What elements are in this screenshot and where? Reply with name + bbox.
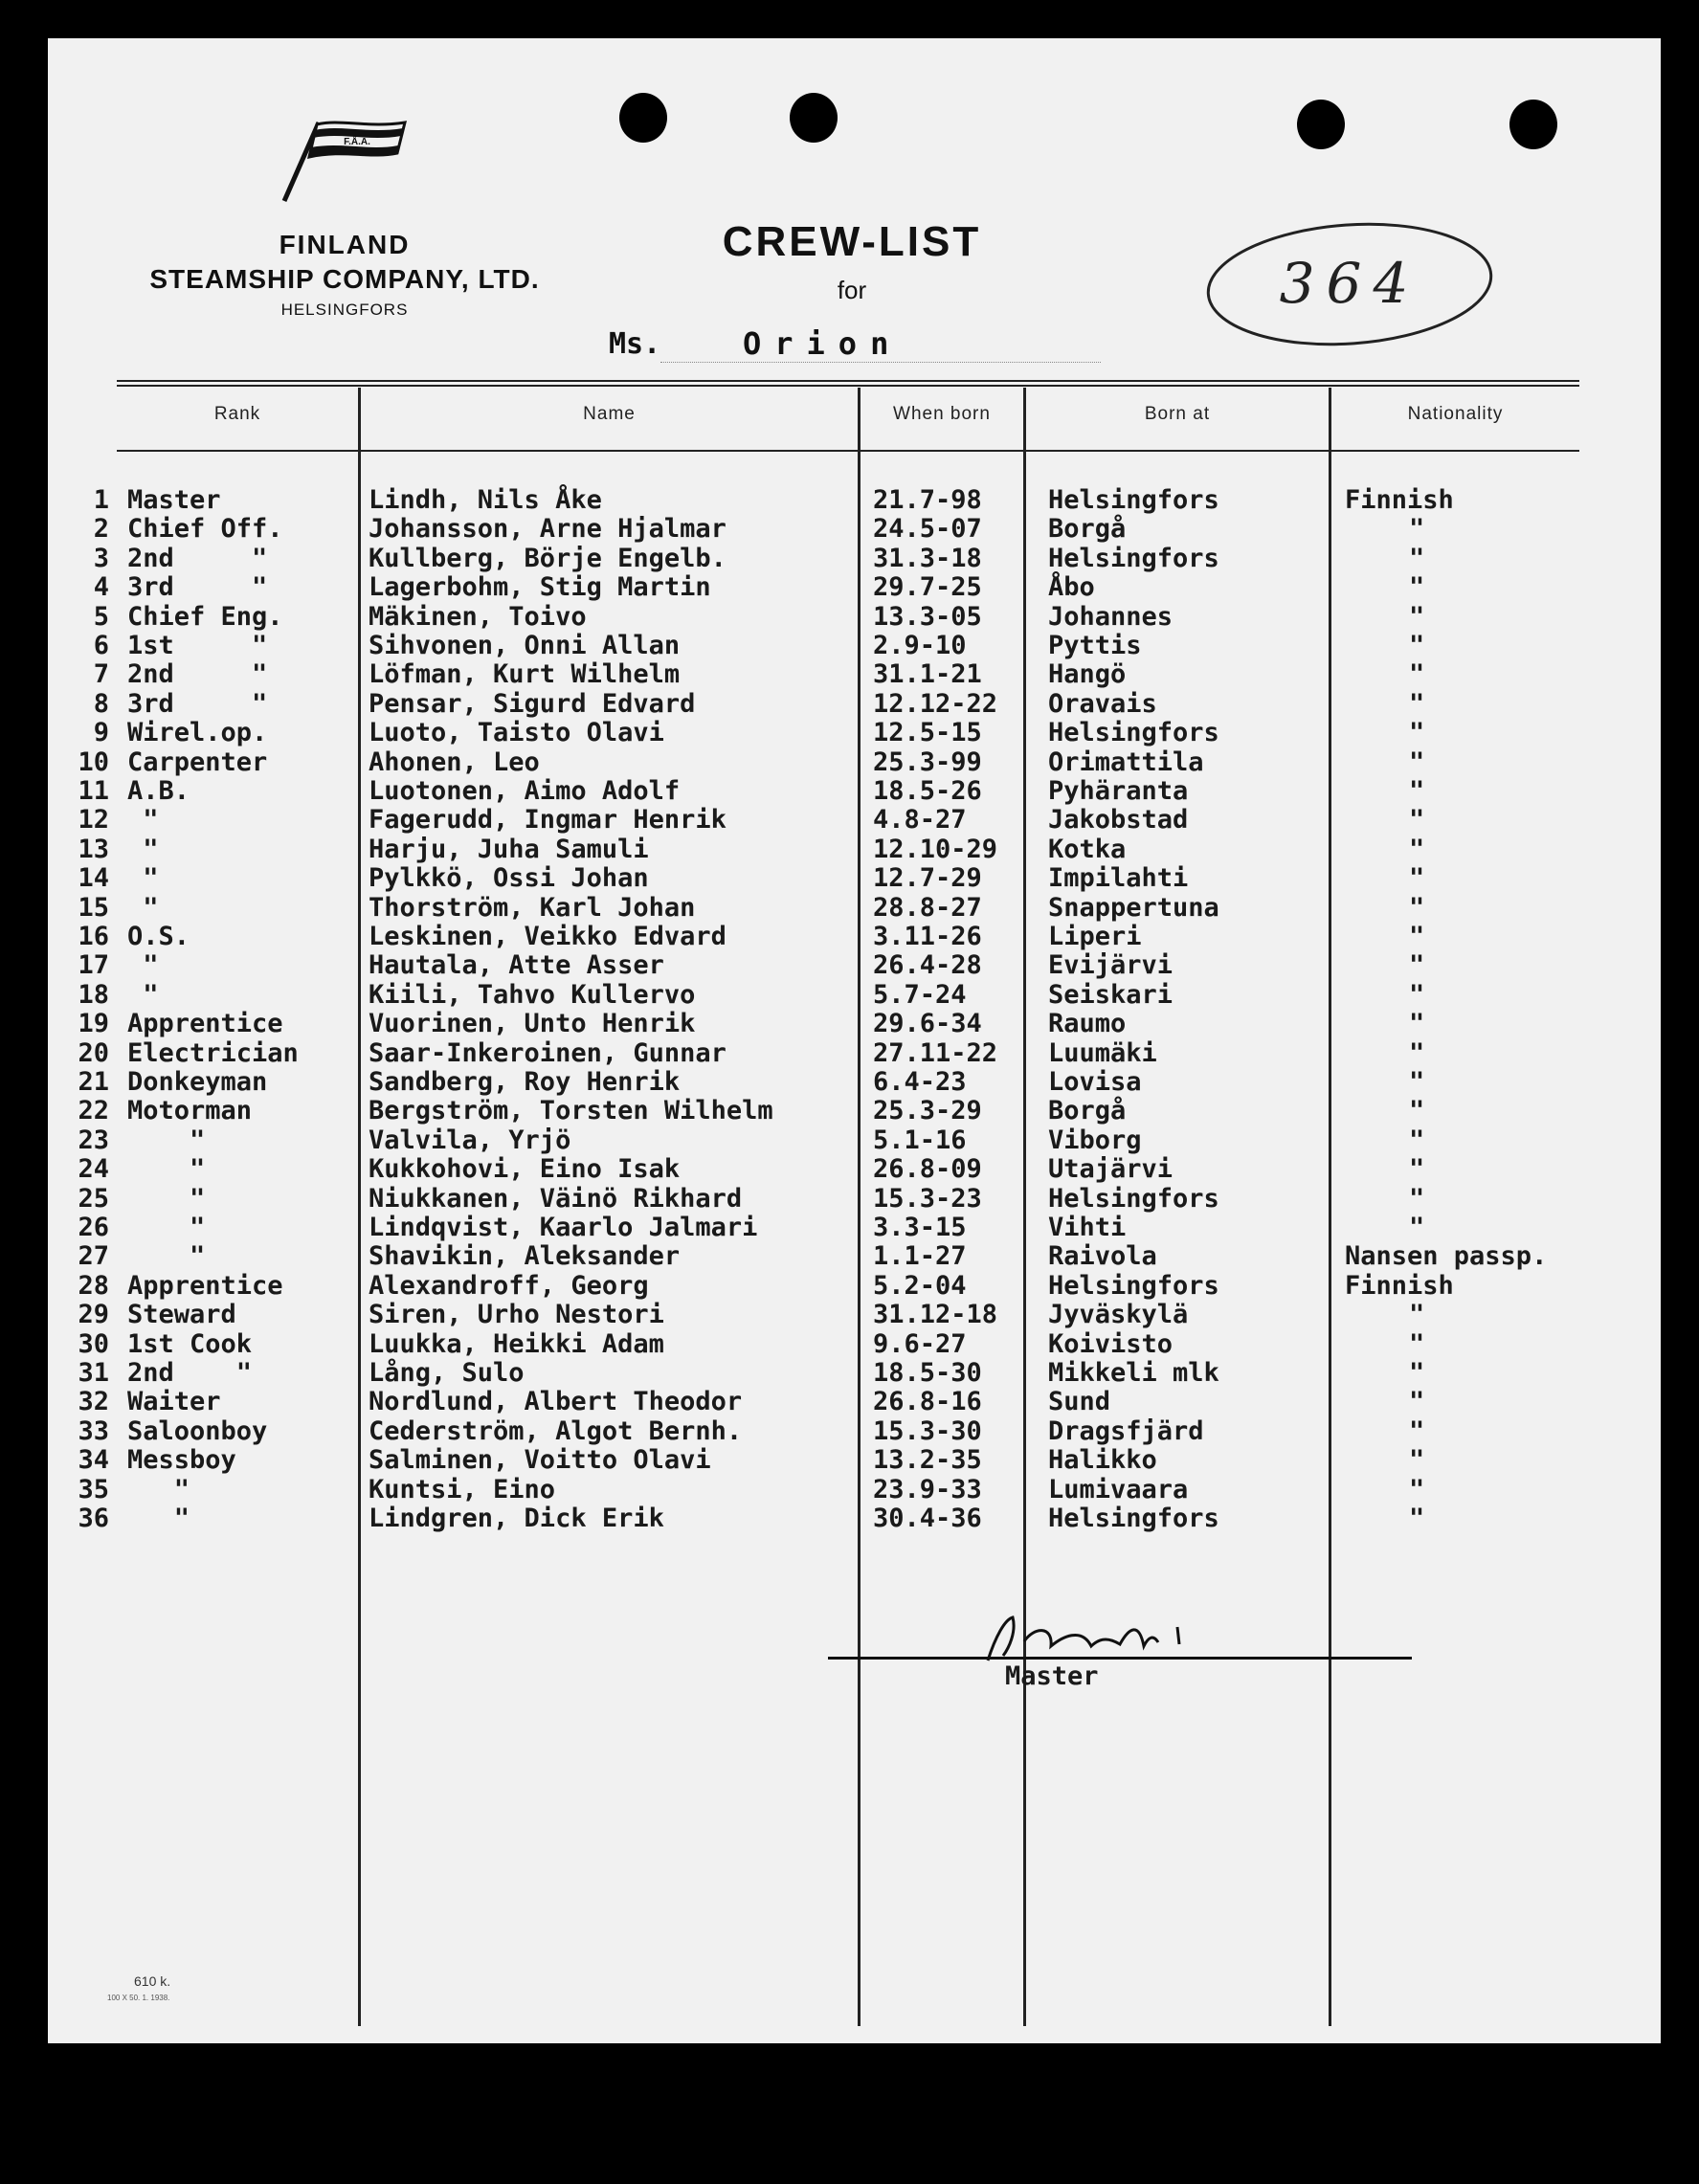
crew-rank: Apprentice [127,1270,283,1301]
crew-nationality: " [1409,1009,1425,1039]
crew-birth-date: 12.12-22 [873,688,998,719]
crew-number: 32 [78,1387,109,1417]
crew-number: 31 [78,1358,109,1388]
header-rule-top-2 [117,385,1579,387]
crew-number: 18 [78,979,109,1010]
crew-nationality: " [1409,922,1425,951]
crew-rank: Waiter [127,1387,221,1417]
vessel-dotted-line [660,362,1101,363]
crew-birthplace: Helsingfors [1048,485,1219,515]
crew-number: 12 [78,805,109,836]
crew-name: Cederström, Algot Bernh. [369,1415,743,1446]
crew-name: Nordlund, Albert Theodor [369,1387,743,1417]
crew-birth-date: 29.7-25 [873,572,982,603]
handwritten-number: 364 [1279,251,1420,316]
crew-rank: Carpenter [127,747,268,777]
crew-number: 2 [93,514,109,545]
crew-number: 25 [78,1183,109,1214]
crew-rank: Motorman [127,1096,253,1126]
crew-nationality: " [1409,659,1425,690]
crew-birthplace: Halikko [1048,1445,1157,1476]
crew-nationality: " [1409,747,1425,777]
crew-nationality: " [1409,601,1425,632]
crew-rank: " [127,1474,190,1504]
crew-birth-date: 3.11-26 [873,922,982,951]
crew-number: 16 [78,922,109,951]
crew-birthplace: Lovisa [1048,1067,1142,1097]
crew-rank: 2nd " [127,1358,253,1388]
crew-name: Lång, Sulo [369,1358,525,1388]
crew-birth-date: 5.2-04 [873,1270,967,1301]
crew-nationality: " [1409,950,1425,981]
column-divider [858,388,861,2026]
crew-rank: " [127,979,159,1010]
crew-rank: " [127,863,159,894]
column-divider [1023,388,1026,2026]
crew-number: 29 [78,1300,109,1330]
crew-rank: Donkeyman [127,1067,268,1097]
crew-nationality: " [1409,1300,1425,1330]
crew-rank: " [127,1241,206,1272]
crew-birthplace: Helsingfors [1048,1183,1219,1214]
crew-number: 30 [78,1328,109,1359]
crew-name: Sandberg, Roy Henrik [369,1067,681,1097]
crew-name: Luotonen, Aimo Adolf [369,776,681,806]
crew-number: 6 [93,631,109,660]
crew-rank: " [127,892,159,923]
crew-number: 34 [78,1445,109,1476]
crew-birth-date: 6.4-23 [873,1067,967,1097]
crew-rank: O.S. [127,922,190,951]
document-title: CREW-LIST [722,218,982,265]
crew-birthplace: Borgå [1048,1096,1127,1126]
crew-number: 4 [93,572,109,603]
crew-name: Lindh, Nils Åke [369,485,602,515]
crew-birthplace: Jakobstad [1048,805,1189,836]
crew-birth-date: 3.3-15 [873,1213,967,1242]
crew-rank: A.B. [127,776,190,806]
crew-birth-date: 5.1-16 [873,1125,967,1155]
crew-nationality: " [1409,543,1425,573]
crew-birthplace: Pyttis [1048,631,1142,660]
crew-number: 22 [78,1096,109,1126]
crew-nationality: " [1409,1096,1425,1126]
crew-nationality: " [1409,863,1425,894]
crew-birthplace: Borgå [1048,514,1127,545]
signature-role: Master [1005,1661,1099,1691]
crew-nationality: " [1409,572,1425,603]
crew-birth-date: 27.11-22 [873,1037,998,1068]
crew-birth-date: 25.3-99 [873,747,982,777]
crew-birth-date: 4.8-27 [873,805,967,836]
signature-line [828,1657,1412,1660]
crew-number: 5 [93,601,109,632]
crew-birthplace: Luumäki [1048,1037,1157,1068]
crew-birthplace: Oravais [1048,688,1157,719]
crew-rank: 2nd " [127,543,268,573]
crew-nationality: " [1409,1358,1425,1388]
crew-birth-date: 31.12-18 [873,1300,998,1330]
column-header-nationality: Nationality [1407,404,1504,424]
crew-rank: " [127,805,159,836]
company-name-block [57,230,632,320]
crew-name: Kiili, Tahvo Kullervo [369,979,696,1010]
crew-rank: " [127,1213,206,1242]
crew-rank: " [127,1504,190,1533]
crew-rank: Chief Off. [127,514,283,545]
crew-birthplace: Snappertuna [1048,892,1219,923]
crew-number: 11 [78,776,109,806]
crew-birth-date: 5.7-24 [873,979,967,1010]
crew-birth-date: 15.3-30 [873,1415,982,1446]
crew-birth-date: 9.6-27 [873,1328,967,1359]
crew-rank: 1st " [127,631,268,660]
crew-name: Vuorinen, Unto Henrik [369,1009,696,1039]
crew-name: Kukkohovi, Eino Isak [369,1154,681,1185]
crew-birth-date: 26.8-16 [873,1387,982,1417]
print-number: 100 X 50. 1. 1938. [107,1994,170,2002]
crew-nationality: " [1409,805,1425,836]
crew-name: Harju, Juha Samuli [369,834,649,864]
title-for: for [837,276,867,304]
crew-name: Kullberg, Börje Engelb. [369,543,727,573]
crew-nationality: " [1409,1125,1425,1155]
crew-rank: Messboy [127,1445,236,1476]
vessel-name: Orion [743,325,903,362]
crew-birthplace: Helsingfors [1048,543,1219,573]
punch-hole [790,93,838,143]
column-divider [358,388,361,2026]
crew-nationality: " [1409,1387,1425,1417]
crew-birth-date: 29.6-34 [873,1009,982,1039]
crew-birthplace: Viborg [1048,1125,1142,1155]
crew-birthplace: Dragsfjärd [1048,1415,1204,1446]
crew-number: 14 [78,863,109,894]
crew-nationality: " [1409,1328,1425,1359]
crew-birth-date: 18.5-30 [873,1358,982,1388]
crew-birth-date: 23.9-33 [873,1474,982,1504]
crew-number: 28 [78,1270,109,1301]
crew-rank: Wirel.op. [127,718,268,748]
crew-birthplace: Liperi [1048,922,1142,951]
crew-birthplace: Lumivaara [1048,1474,1189,1504]
crew-birthplace: Jyväskylä [1048,1300,1189,1330]
crew-rank: 2nd " [127,659,268,690]
crew-rank: " [127,950,159,981]
crew-nationality: Finnish [1345,1270,1454,1301]
crew-nationality: " [1409,1445,1425,1476]
crew-nationality: " [1409,776,1425,806]
crew-number: 35 [78,1474,109,1504]
crew-number: 3 [93,543,109,573]
crew-birth-date: 2.9-10 [873,631,967,660]
crew-birth-date: 26.8-09 [873,1154,982,1185]
crew-birthplace: Raumo [1048,1009,1127,1039]
crew-number: 23 [78,1125,109,1155]
crew-birthplace: Helsingfors [1048,718,1219,748]
crew-rank: Apprentice [127,1009,283,1039]
crew-rank: 3rd " [127,688,268,719]
crew-number: 15 [78,892,109,923]
crew-name: Saar-Inkeroinen, Gunnar [369,1037,727,1068]
crew-name: Johansson, Arne Hjalmar [369,514,727,545]
crew-number: 27 [78,1241,109,1272]
crew-nationality: " [1409,1183,1425,1214]
crew-nationality: Nansen passp. [1345,1241,1548,1272]
crew-nationality: " [1409,1037,1425,1068]
company-line-2: STEAMSHIP COMPANY, LTD. [149,264,540,294]
column-header-when-born: When born [893,404,991,424]
crew-name: Sihvonen, Onni Allan [369,631,681,660]
crew-birthplace: Vihti [1048,1213,1127,1242]
crew-name: Löfman, Kurt Wilhelm [369,659,681,690]
crew-number: 1 [93,485,109,515]
crew-birth-date: 21.7-98 [873,485,982,515]
column-header-name: Name [583,404,636,424]
flag-text: F.Å.A. [344,137,370,147]
crew-birthplace: Åbo [1048,572,1095,603]
crew-nationality: Finnish [1345,485,1454,515]
crew-nationality: " [1409,979,1425,1010]
crew-birth-date: 12.7-29 [873,863,982,894]
crew-birthplace: Mikkeli mlk [1048,1358,1219,1388]
crew-birthplace: Evijärvi [1048,950,1174,981]
crew-nationality: " [1409,1213,1425,1242]
crew-rank: " [127,834,159,864]
crew-number: 21 [78,1067,109,1097]
crew-number: 10 [78,747,109,777]
crew-birthplace: Kotka [1048,834,1127,864]
crew-name: Siren, Urho Nestori [369,1300,664,1330]
crew-name: Pylkkö, Ossi Johan [369,863,649,894]
crew-rank: " [127,1125,206,1155]
crew-rank: Electrician [127,1037,299,1068]
crew-nationality: " [1409,892,1425,923]
crew-name: Valvila, Yrjö [369,1125,571,1155]
column-header-rank: Rank [213,404,261,424]
crew-birthplace: Utajärvi [1048,1154,1174,1185]
form-number: 610 k. [134,1973,171,1989]
crew-name: Luukka, Heikki Adam [369,1328,664,1359]
crew-rank: Saloonboy [127,1415,268,1446]
crew-nationality: " [1409,718,1425,748]
crew-nationality: " [1409,1504,1425,1533]
crew-birthplace: Impilahti [1048,863,1189,894]
crew-birth-date: 30.4-36 [873,1504,982,1533]
crew-birth-date: 12.10-29 [873,834,998,864]
crew-nationality: " [1409,514,1425,545]
crew-name: Ahonen, Leo [369,747,540,777]
crew-number: 19 [78,1009,109,1039]
crew-birthplace: Raivola [1048,1241,1157,1272]
company-flag-logo [273,115,416,211]
crew-nationality: " [1409,834,1425,864]
crew-name: Leskinen, Veikko Edvard [369,922,727,951]
company-city: HELSINGFORS [280,301,409,319]
header-rule-top [117,380,1579,382]
crew-number: 33 [78,1415,109,1446]
crew-birthplace: Pyhäranta [1048,776,1189,806]
crew-birth-date: 31.1-21 [873,659,982,690]
crew-number: 26 [78,1213,109,1242]
crew-birth-date: 24.5-07 [873,514,982,545]
crew-birthplace: Sund [1048,1387,1111,1417]
crew-birthplace: Johannes [1048,601,1174,632]
crew-name: Thorström, Karl Johan [369,892,696,923]
punch-hole [619,93,667,143]
crew-name: Fagerudd, Ingmar Henrik [369,805,727,836]
crew-number: 36 [78,1504,109,1533]
crew-rank: 3rd " [127,572,268,603]
crew-name: Bergström, Torsten Wilhelm [369,1096,773,1126]
crew-nationality: " [1409,1154,1425,1185]
crew-name: Alexandroff, Georg [369,1270,649,1301]
crew-number: 7 [93,659,109,690]
crew-number: 8 [93,688,109,719]
crew-birth-date: 15.3-23 [873,1183,982,1214]
crew-rank: " [127,1183,206,1214]
header-rule-bottom [117,450,1579,452]
crew-name: Lindgren, Dick Erik [369,1504,664,1533]
crew-name: Luoto, Taisto Olavi [369,718,664,748]
crew-birth-date: 31.3-18 [873,543,982,573]
column-divider [1329,388,1331,2026]
crew-birthplace: Orimattila [1048,747,1204,777]
punch-hole [1297,100,1345,149]
crew-name: Hautala, Atte Asser [369,950,664,981]
vessel-prefix: Ms. [609,327,661,361]
crew-birthplace: Helsingfors [1048,1504,1219,1533]
crew-birthplace: Seiskari [1048,979,1174,1010]
crew-birth-date: 13.2-35 [873,1445,982,1476]
crew-name: Mäkinen, Toivo [369,601,587,632]
crew-birthplace: Koivisto [1048,1328,1174,1359]
crew-number: 9 [93,718,109,748]
crew-nationality: " [1409,631,1425,660]
punch-hole [1509,100,1557,149]
company-line-1: FINLAND [279,230,411,259]
crew-rank: 1st Cook [127,1328,253,1359]
crew-number: 13 [78,834,109,864]
crew-birth-date: 13.3-05 [873,601,982,632]
crew-name: Kuntsi, Eino [369,1474,556,1504]
crew-rank: " [127,1154,206,1185]
crew-name: Lagerbohm, Stig Martin [369,572,711,603]
crew-name: Lindqvist, Kaarlo Jalmari [369,1213,758,1242]
crew-rank: Master [127,485,221,515]
crew-birth-date: 1.1-27 [873,1241,967,1272]
crew-number: 20 [78,1037,109,1068]
crew-birth-date: 25.3-29 [873,1096,982,1126]
crew-birthplace: Helsingfors [1048,1270,1219,1301]
crew-nationality: " [1409,1474,1425,1504]
crew-nationality: " [1409,1067,1425,1097]
crew-nationality: " [1409,688,1425,719]
crew-birth-date: 28.8-27 [873,892,982,923]
crew-nationality: " [1409,1415,1425,1446]
crew-name: Shavikin, Aleksander [369,1241,681,1272]
crew-name: Niukkanen, Väinö Rikhard [369,1183,743,1214]
column-header-born-at: Born at [1144,404,1211,424]
crew-birth-date: 12.5-15 [873,718,982,748]
crew-rank: Chief Eng. [127,601,283,632]
crew-rank: Steward [127,1300,236,1330]
crew-name: Salminen, Voitto Olavi [369,1445,711,1476]
crew-number: 17 [78,950,109,981]
crew-birthplace: Hangö [1048,659,1127,690]
crew-birth-date: 18.5-26 [873,776,982,806]
crew-name: Pensar, Sigurd Edvard [369,688,696,719]
crew-birth-date: 26.4-28 [873,950,982,981]
crew-number: 24 [78,1154,109,1185]
